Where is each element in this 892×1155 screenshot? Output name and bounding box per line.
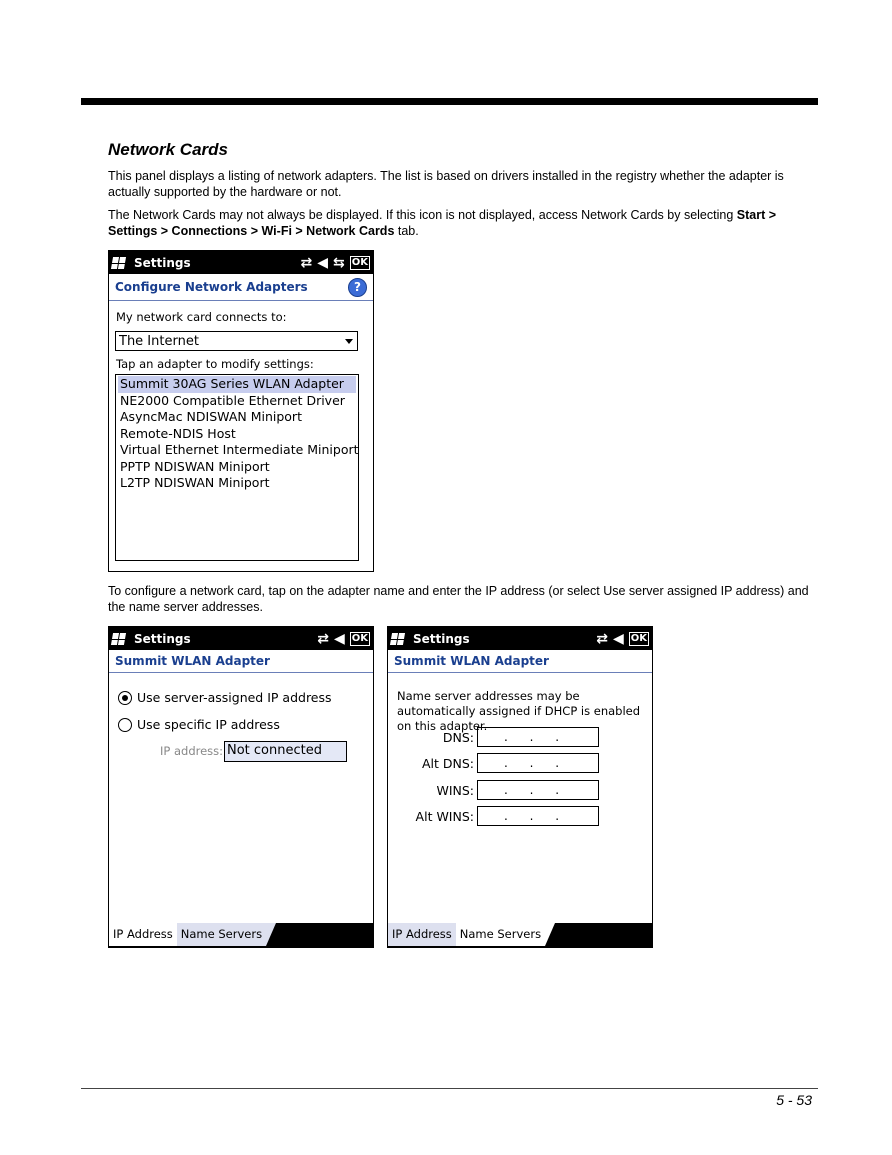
chevron-down-icon <box>345 339 353 344</box>
list-item[interactable]: Remote-NDIS Host <box>120 425 236 441</box>
panel-header-text: Configure Network Adapters <box>115 280 308 294</box>
access-paragraph <box>108 207 820 239</box>
ip-address-label: IP address: <box>160 744 224 758</box>
ok-button[interactable]: OK <box>351 632 368 644</box>
access-path: Start > Settings > Connections > Wi-Fi > Network Cards <box>108 208 777 238</box>
dns-row <box>394 727 599 747</box>
tab-name-servers[interactable]: Name Servers <box>456 923 545 946</box>
list-item[interactable]: AsyncMac NDISWAN Miniport <box>120 409 302 424</box>
adapter-list[interactable] <box>115 374 359 561</box>
panel-header-text: Summit WLAN Adapter <box>115 654 270 668</box>
intro-paragraph: This panel displays a listing of network adapters. The list is based on drivers installed in the registry whether the adapter is actually supported by the hardware or not. <box>108 169 784 199</box>
access-text: The Network Cards may not always be displayed. If this icon is not displayed, access Network Cards by selecting <box>108 208 737 222</box>
volume-icon[interactable]: ◀ <box>333 630 345 647</box>
ok-button[interactable]: OK <box>630 632 647 644</box>
radio-label: Use server-assigned IP address <box>137 690 332 705</box>
access-text-end: tab. <box>394 224 419 238</box>
ip-address-field[interactable]: Not connected <box>224 741 347 762</box>
volume-icon[interactable]: ◀ <box>612 630 624 647</box>
radio-selected-icon[interactable] <box>118 691 132 705</box>
section-title: Network Cards <box>108 140 228 159</box>
alt-dns-label: Alt DNS: <box>421 755 474 771</box>
title-text: Settings <box>413 631 470 646</box>
volume-icon[interactable]: ◀ <box>317 254 329 271</box>
dns-field[interactable]: . . . <box>477 727 599 747</box>
alt-wins-field[interactable]: . . . <box>477 806 599 826</box>
list-item[interactable]: Summit 30AG Series WLAN Adapter <box>118 376 356 393</box>
name-servers-screen <box>387 626 653 948</box>
ip-address-screen <box>108 626 374 948</box>
server-assigned-radio[interactable] <box>118 690 332 705</box>
connects-label: My network card connects to: <box>116 310 287 324</box>
connects-dropdown[interactable] <box>115 331 358 351</box>
connectivity-icon[interactable]: ⇄ <box>596 630 608 647</box>
connectivity-icon[interactable]: ⇄ <box>317 630 329 647</box>
specific-ip-radio[interactable] <box>118 717 280 732</box>
windows-start-icon[interactable] <box>111 257 127 269</box>
tab-edge <box>545 923 555 946</box>
title-text: Settings <box>134 631 191 646</box>
list-item[interactable]: NE2000 Compatible Ethernet Driver <box>120 392 345 408</box>
tab-bar <box>109 923 373 947</box>
configure-adapters-screen <box>108 250 374 572</box>
help-icon[interactable]: ? <box>348 278 367 297</box>
windows-start-icon[interactable] <box>111 633 127 645</box>
sync-icon[interactable]: ⇆ <box>333 254 345 271</box>
connectivity-icon[interactable]: ⇄ <box>300 254 313 271</box>
radio-unselected-icon[interactable] <box>118 718 132 732</box>
panel-header <box>109 650 373 673</box>
title-bar <box>388 627 652 650</box>
panel-header-text: Summit WLAN Adapter <box>394 654 549 668</box>
alt-wins-row <box>394 806 599 826</box>
alt-wins-label: Alt WINS: <box>415 808 474 824</box>
alt-dns-field[interactable]: . . . <box>477 753 599 773</box>
wins-row <box>394 780 599 800</box>
tab-ip-address[interactable]: IP Address <box>109 923 177 946</box>
title-bar <box>109 251 373 274</box>
ok-button[interactable]: OK <box>351 256 368 268</box>
title-text: Settings <box>134 255 191 270</box>
tab-ip-address[interactable]: IP Address <box>388 923 456 946</box>
windows-start-icon[interactable] <box>390 633 406 645</box>
dhcp-note: Name server addresses may be automatically assigned if DHCP is enabled on this adapter. <box>397 689 641 733</box>
panel-header <box>109 274 373 301</box>
bottom-rule <box>81 1088 818 1089</box>
radio-label: Use specific IP address <box>137 717 280 732</box>
panel-header <box>388 650 652 673</box>
connects-value: The Internet <box>119 334 199 349</box>
title-bar <box>109 627 373 650</box>
list-item[interactable]: L2TP NDISWAN Miniport <box>120 475 270 490</box>
alt-dns-row <box>394 753 599 773</box>
dns-label: DNS: <box>442 729 474 745</box>
list-item[interactable]: Virtual Ethernet Intermediate Miniport <box>120 442 359 457</box>
configure-paragraph: To configure a network card, tap on the adapter name and enter the IP address (or select Use server assigned IP address) and the name server addresses. <box>108 584 809 614</box>
top-rule <box>81 98 818 105</box>
tap-label: Tap an adapter to modify settings: <box>116 357 314 371</box>
tab-name-servers[interactable]: Name Servers <box>177 923 266 946</box>
page-number: 5 - 53 <box>776 1092 812 1108</box>
wins-field[interactable]: . . . <box>477 780 599 800</box>
tab-bar <box>388 923 652 947</box>
list-item[interactable]: PPTP NDISWAN Miniport <box>120 458 270 474</box>
wins-label: WINS: <box>436 782 474 798</box>
tab-edge <box>266 923 276 946</box>
